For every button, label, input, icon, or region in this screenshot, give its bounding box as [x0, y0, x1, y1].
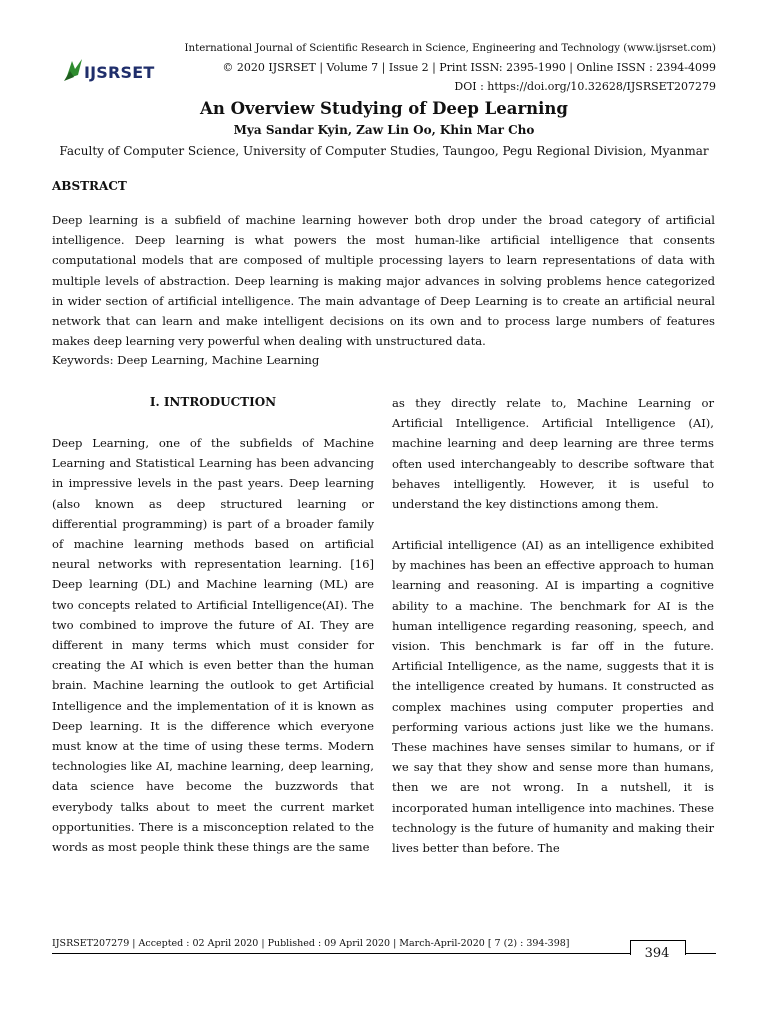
volume-line: © 2020 IJSRSET | Volume 7 | Issue 2 | Print ISSN: 2395-1990 | Online ISSN : 2394-4099 — [222, 61, 716, 74]
intro-column-2-para-2: Artificial intelligence (AI) as an intelligence exhibited by machines has been an effective approach to human learning and reasoning. AI is imparting a cognitive ability to a machine. The benchmark for AI is the human intelligence regarding reasoning, speech, and vision. This benchmark is far off in the future. Artificial Intelligence, as the name, suggests that it is the intelligence created by humans. It constructed as complex machines using computer properties and performing various actions just like we the humans. These machines have senses similar to humans, or if we say that they show and sense more than humans, then we are not wrong. In a nutshell, it is incorporated human intelligence into machines. These technology is the future of humanity and making their lives better than before. The — [392, 538, 714, 856]
abstract-heading: ABSTRACT — [52, 179, 127, 193]
journal-logo — [62, 55, 162, 91]
logo-mark-icon — [62, 57, 86, 83]
paper-authors: Mya Sandar Kyin, Zaw Lin Oo, Khin Mar Cho — [233, 123, 535, 137]
abstract-body: Deep learning is a subfield of machine learning however both drop under the broad category of artificial intelligence. Deep learning is what powers the most human-like artificial intelligence that consents computational models that are composed of multiple processing layers to learn representations of data with multiple levels of abstraction. Deep learning is making major advances in solving problems hence categorized in wider section of artificial intelligence. The main advantage of Deep Learning is to create an artificial neural network that can learn and make intelligent decisions on its own and to process large numbers of features makes deep learning very powerful when dealing with unstructured data. — [52, 213, 715, 349]
paper-title: An Overview Studying of Deep Learning — [200, 99, 568, 118]
journal-name: International Journal of Scientific Research in Science, Engineering and Technology (www.ijsrset.com) — [184, 43, 716, 54]
intro-column-2-para-1: as they directly relate to, Machine Learning or Artificial Intelligence. Artificial Intelligence (AI), machine learning and deep learning are three terms often used interchangeably to describe software that behaves intelligently. However, it is useful to understand the key distinctions among them. — [392, 396, 714, 512]
footer-rule — [52, 953, 716, 954]
footer-citation: IJSRSET207279 | Accepted : 02 April 2020 | Published : 09 April 2020 | March-April-2020 [ 7 (2) : 394-398] — [52, 938, 570, 949]
introduction-heading: I. INTRODUCTION — [149, 395, 277, 409]
logo-text: IJSRSET — [84, 63, 155, 82]
keywords: Keywords: Deep Learning, Machine Learning — [52, 353, 320, 367]
doi-line[interactable]: DOI : https://doi.org/10.32628/IJSRSET207279 — [454, 80, 716, 93]
paper-affiliation: Faculty of Computer Science, University of Computer Studies, Taungoo, Pegu Regional Division, Myanmar — [59, 144, 709, 158]
page-number: 394 — [644, 946, 670, 961]
intro-column-1: Deep Learning, one of the subfields of Machine Learning and Statistical Learning has been advancing in impressive levels in the past years. Deep learning (also known as deep structured learning or differential programming) is part of a broader family of machine learning methods based on artificial neural networks with representation learning. [16] Deep learning (DL) and Machine learning (ML) are two concepts related to Artificial Intelligence(AI). The two combined to improve the future of AI. They are different in many terms which must consider for creating the AI which is even better than the human brain. Machine learning the outlook to get Artificial Intelligence and the implementation of it is known as Deep learning. It is the difference which everyone must know at the time of using these terms. Modern technologies like AI, machine learning, deep learning, data science have become the buzzwords that everybody talks about to meet the current market opportunities. There is a misconception related to the words as most people think these things are the same — [52, 436, 374, 855]
